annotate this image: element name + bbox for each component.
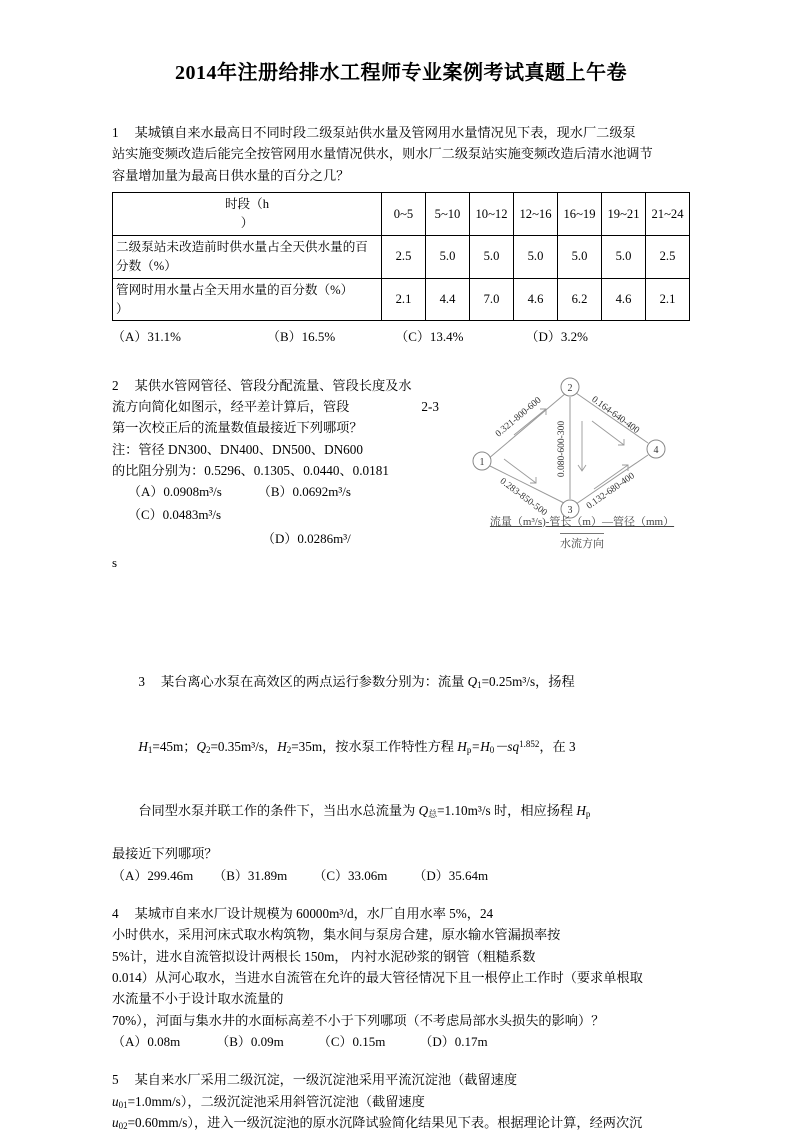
table-header-label-line1: 时段（h [224,197,270,212]
edge-label-1-3: 0.283-850-500 [497,476,549,518]
table-row-1-label [113,235,382,278]
q3-symbol-H1-sub: 1 [147,744,153,755]
table-row-2-cell-3: 7.0 [470,278,514,321]
question-4-line-4: 0.014）从河心取水，当进水自流管在允许的最大管径情况下且一根停止工作时（要求单根取 [112,969,643,985]
table-header-row [113,193,690,236]
q3-symbol-Q1: Q [467,674,478,690]
node-2-label: 2 [567,382,573,394]
table-row-2-cell-7: 2.1 [646,278,690,321]
question-5-number: 5 [112,1072,119,1088]
question-2-note-2: 的比阻分别为：0.5296、0.1305、0.0440、0.0181 [112,463,389,479]
q3-symbol-Hp: H [457,738,467,754]
table-header-col-3: 10~12 [470,193,514,236]
table-row-1-cell-2: 5.0 [426,235,470,278]
question-5-text-2b: =1.0mm/s），二级沉淀池采用斜管沉淀池（截留速度 [127,1093,425,1109]
q2-option-a[interactable]: （A）0.0908m³/s [128,484,222,500]
q3-symbol-Q1-sub: 1 [477,680,482,691]
q4-option-d[interactable]: （D）0.17m [419,1034,488,1050]
question-3 [112,650,690,887]
q3-symbol-H0: =H [471,738,490,754]
q3-symbol-sq: －sq [494,738,520,754]
q3-symbol-Hp2-sub: p [585,809,591,820]
q3-symbol-Hp-sub: p [466,744,472,755]
q1-option-d[interactable]: （D）3.2% [525,329,588,345]
edge-label-1-2: 0.321-800-600 [493,395,544,439]
q2-options-row-2 [112,504,484,526]
table-header-label-line2: ） [240,216,254,231]
table-row-1-cell-1: 2.5 [382,235,426,278]
q3-option-b[interactable]: （B）31.89m [213,867,288,883]
question-2-note-1: 注：管径 DN300、DN400、DN500、DN600 [112,441,363,457]
q4-option-c[interactable]: （C）0.15m [317,1034,386,1050]
question-2-line-3: 第一次校正后的流量数值最接近下列哪项？ [112,420,363,436]
q4-options [112,1031,690,1053]
question-3-text-2f: =35m，按水泵工作特性方程 [291,738,458,754]
page-content [112,60,690,1138]
question-1 [112,122,690,186]
table-row-1-cell-7: 2.5 [646,235,690,278]
question-4-line-1 [112,903,690,924]
question-3-line-2 [112,714,690,779]
q5-symbol-u01-sub: 01 [118,1099,128,1110]
table-row-2-cell-4: 4.6 [514,278,558,321]
figure-caption-line-2: 水流方向 [560,533,604,551]
question-3-text-1a: 某台离心水泵在高效区的两点运行参数分别为：流量 [160,674,468,690]
table-row-1-cell-3: 5.0 [470,235,514,278]
q3-symbol-H0-sub: 0 [489,744,495,755]
question-2-text-1: 某供水管网管径、管段分配流量、管段长度及水 [134,377,412,393]
table-row-2-cell-1: 2.1 [382,278,426,321]
table-row-2-label [113,278,382,321]
table-header-col-4: 12~16 [514,193,558,236]
q3-symbol-Q2-sub: 2 [206,744,211,755]
table-row [113,278,690,321]
table-row-2-cell-5: 6.2 [558,278,602,321]
network-nodes [473,378,665,518]
question-5-line-3 [112,1112,690,1134]
q4-option-a[interactable]: （A）0.08m [112,1034,181,1050]
q2-option-c[interactable]: （C）0.0483m³/s [128,506,222,522]
edge-label-2-3: 0.080-600-300 [557,420,567,477]
question-2-text-2a: 流方向简化如图示，经平差计算后，管段 [112,398,350,414]
q2-options-row-4 [112,552,484,574]
q1-option-a[interactable]: （A）31.1% [112,329,181,345]
question-3-text-3c: =1.10m³/s 时，相应扬程 [437,803,577,819]
question-4-text-1: 某城市自来水厂设计规模为 60000m³/d，水厂自用水率 5%，24 [134,905,494,921]
question-3-line-3 [112,779,690,844]
q3-symbol-H1: H [138,738,148,754]
q3-symbol-H2-sub: 2 [286,744,292,755]
table-row-1-label-line1: 二级泵站未改造前时供水量占全天供水量的百 [116,239,368,254]
question-4-line-6: 70%），河面与集水井的水面标高差不小于下列哪项（不考虑局部水头损失的影响）？ [112,1012,605,1028]
table-header-col-2: 5~10 [426,193,470,236]
question-3-line-1 [112,650,690,715]
table-row-2-cell-2: 4.4 [426,278,470,321]
q2-option-b[interactable]: （B）0.0692m³/s [257,484,351,500]
question-2 [112,375,690,574]
question-5-line-1 [112,1069,690,1090]
table-header-col-5: 16~19 [558,193,602,236]
question-4-line-5: 水流量不小于设计取水流量的 [112,991,284,1007]
q4-option-b[interactable]: （B）0.09m [216,1034,284,1050]
q3-option-a[interactable]: （A）299.46m [112,867,194,883]
q3-options [112,865,690,887]
question-1-line-1 [112,122,690,143]
pipe-network-figure [464,373,696,569]
question-1-line-2: 站实施变频改造后能完全按管网用水量情况供水，则水厂二级泵站实施变频改造后清水池调节 [112,146,653,162]
table-header-col-7: 21~24 [646,193,690,236]
node-3-label: 3 [567,504,573,516]
q3-symbol-Q2: Q [196,738,206,754]
question-2-text [112,375,484,574]
question-2-line-1 [112,375,484,396]
question-4-line-2: 小时供水，采用河床式取水构筑物，集水间与泵房合建，原水输水管漏损率按 [112,927,561,943]
figure-caption-line-1: 流量（m³/s)-管长（m）—管径（mm） [489,515,675,528]
table-row-1-cell-5: 5.0 [558,235,602,278]
q5-symbol-u02-sub: 02 [118,1121,128,1132]
table-header-col-1: 0~5 [382,193,426,236]
table-header-label [113,193,382,236]
question-5-line-2 [112,1091,690,1113]
question-1-text-1: 某城镇自来水最高日不同时段二级泵站供水量及管网用水量情况见下表，现水厂二级泵 [134,125,636,140]
table-row-1-cell-6: 5.0 [602,235,646,278]
question-3-text-2b: =45m； [152,738,197,754]
question-3-text-3a: 台同型水泵并联工作的条件下，当出水总流量为 [138,803,419,819]
question-1-line-3: 容量增加量为最高日供水量的百分之几？ [112,167,350,183]
q5-symbol-u01: u [112,1093,119,1109]
q1-option-b[interactable]: （B）16.5% [266,329,336,345]
q3-symbol-Qtotal-sub: 总 [428,809,438,820]
table-row-1-cell-4: 5.0 [514,235,558,278]
page-title: 2014年注册给排水工程师专业案例考试真题上午卷 [175,62,627,84]
q3-symbol-Qtotal: Q [418,803,429,819]
question-4 [112,903,690,1053]
table-row-2-label-line2: ） [116,301,129,316]
figure-caption [468,513,696,551]
q3-option-d[interactable]: （D）35.64m [413,867,489,883]
question-4-number: 4 [112,905,119,921]
q3-symbol-sq-exponent: 1.852 [519,738,540,749]
question-5 [112,1069,690,1134]
table-row-2-label-line1: 管网时用水量占全天用水量的百分数（%） [116,282,354,297]
question-3-text-2d: =0.35m³/s， [210,738,278,754]
table-row-1-label-line2: 分数（%） [116,258,177,273]
q2-options-row-3 [112,528,484,550]
q2-option-d[interactable]: （D）0.0286m³/ [262,530,351,546]
question-5-text-1: 某自来水厂采用二级沉淀，一级沉淀池采用平流沉淀池（截留速度 [134,1072,518,1088]
node-4-label: 4 [653,444,659,456]
q5-symbol-u02: u [112,1115,119,1131]
q2-options-row-1 [112,481,484,503]
q2-option-d-tail: s [112,554,118,570]
question-4-line-3: 5%计，进水自流管拟设计两根长 150m， 内衬水泥砂浆的钢管（粗糙系数 [112,948,536,964]
arrow-2-4 [592,421,624,445]
edge-label-3-4: 0.132-680-400 [584,470,637,512]
q3-symbol-H2: H [277,738,287,754]
table-row [113,235,690,278]
q1-data-table [112,192,690,321]
q3-option-c[interactable]: （C）33.06m [313,867,388,883]
q3-symbol-Hp2: H [576,803,586,819]
question-2-pipe-segment: 2-3 [421,398,439,414]
question-3-line-4: 最接近下列哪项？ [112,846,218,862]
node-1-label: 1 [479,456,485,468]
question-1-number: 1 [112,125,119,140]
q1-options [112,326,690,348]
question-2-number: 2 [112,377,119,393]
table-row-2-cell-6: 4.6 [602,278,646,321]
question-3-number: 3 [138,674,145,690]
table-header-col-6: 19~21 [602,193,646,236]
q1-option-c[interactable]: （C）13.4% [395,329,464,345]
question-2-line-2 [112,396,484,417]
question-3-text-2j: ，在 3 [539,738,576,754]
edge-label-2-4: 0.164-640-400 [589,394,641,436]
question-5-text-3b: =0.60mm/s），进入一级沉淀池的原水沉降试验简化结果见下表。根据理论计算，经两次沉 [127,1115,643,1131]
question-3-text-1c: =0.25m³/s，扬程 [481,674,575,690]
